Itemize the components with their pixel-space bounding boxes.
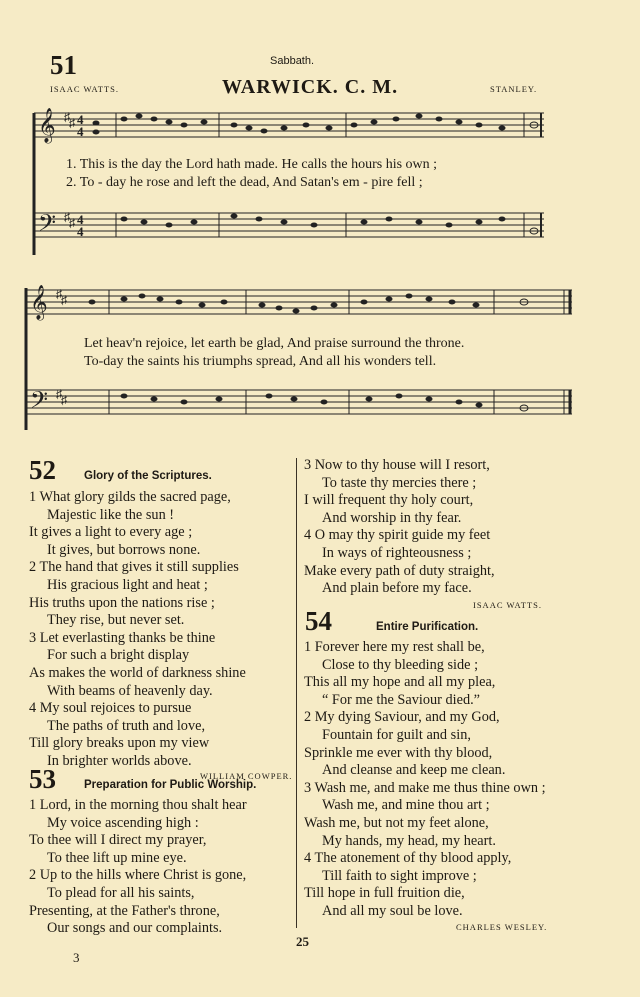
verse-line: They rise, but never set. [47, 612, 185, 629]
verse-line: Our songs and our complaints. [47, 920, 223, 937]
hymn-number-51: 51 [50, 50, 77, 80]
corner-mark: 3 [73, 950, 80, 965]
verse-line: Close to thy bleeding side ; [322, 656, 479, 673]
hymn-54-author: CHARLES WESLEY. [456, 922, 548, 932]
verse-line: 2 My dying Saviour, and my God, [304, 709, 500, 726]
svg-text:𝄞: 𝄞 [38, 109, 56, 142]
svg-text:4: 4 [77, 212, 84, 227]
svg-text:♯: ♯ [69, 216, 75, 230]
hymn-number-53: 53 [29, 764, 56, 794]
lyric-row2-verse1: Let heav'n rejoice, let earth be glad, And praise surround the throne. [84, 336, 465, 351]
verse-line: 3 Now to thy house will I resort, [304, 457, 490, 473]
verse-line: 2 Up to the hills where Christ is gone, [29, 867, 247, 884]
author-credit: ISAAC WATTS. [50, 84, 119, 94]
verse-line: To taste thy mercies there ; [322, 474, 477, 491]
svg-text:𝄞: 𝄞 [30, 286, 48, 319]
hymn-52-verses [29, 489, 246, 771]
verse-line: To plead for all his saints, [47, 884, 195, 901]
hymn-number-52: 52 [29, 455, 56, 485]
lyric-row1-verse1: 1. This is the day the Lord hath made. He calls the hours his own ; [66, 157, 438, 172]
verse-line: It gives a light to every age ; [29, 524, 193, 541]
verse-line: 1 Lord, in the morning thou shalt hear [29, 797, 247, 813]
verse-line: My hands, my head, my heart. [322, 832, 496, 849]
verse-line: And worship in thy fear. [322, 509, 462, 526]
verse-line: In ways of righteousness ; [322, 544, 472, 561]
verse-line: To thee lift up mine eye. [47, 849, 187, 866]
svg-text:♯: ♯ [56, 387, 62, 401]
verse-line: Presenting, at the Father's throne, [29, 902, 220, 919]
verse-line: His gracious light and heat ; [47, 576, 208, 593]
verse-line: As makes the world of darkness shine [29, 664, 246, 681]
verse-line: 2 The hand that gives it still supplies [29, 559, 239, 576]
verse-line: And cleanse and keep me clean. [322, 762, 506, 779]
svg-text:♯: ♯ [64, 110, 70, 124]
hymn-53-continued-verses [304, 457, 495, 598]
hymn-53-title: Preparation for Public Worship. [84, 779, 257, 791]
verse-line: 1 What glory gilds the sacred page, [29, 489, 231, 505]
svg-text:♯: ♯ [61, 293, 67, 307]
svg-text:♯: ♯ [64, 210, 70, 224]
verse-line: My voice ascending high : [47, 814, 199, 831]
verse-line: Till hope in full fruition die, [304, 885, 465, 902]
hymn-53-author: ISAAC WATTS. [473, 600, 542, 610]
verse-line: 3 Let everlasting thanks be thine [29, 629, 216, 646]
verse-line: Till glory breaks upon my view [29, 735, 210, 752]
category-label: Sabbath. [270, 55, 315, 67]
verse-line: And all my soul be love. [322, 902, 463, 919]
svg-text:♯: ♯ [61, 393, 67, 407]
hymn-53-verses [29, 797, 247, 938]
verse-line: Till faith to sight improve ; [322, 867, 477, 884]
tune-title: WARWICK. C. M. [222, 76, 399, 98]
verse-line: The paths of truth and love, [47, 717, 206, 734]
svg-text:𝄢: 𝄢 [38, 211, 57, 242]
verse-line: 3 Wash me, and make me thus thine own ; [304, 779, 546, 796]
hymn-number-54: 54 [305, 606, 332, 636]
hymn-52-title: Glory of the Scriptures. [84, 470, 212, 482]
verse-line: 4 O may thy spirit guide my feet [304, 527, 491, 544]
hymn-52-author: WILLIAM COWPER. [200, 771, 293, 781]
hymn-54-title: Entire Purification. [376, 621, 479, 633]
svg-text:4: 4 [77, 112, 84, 127]
column-divider [296, 458, 297, 928]
verse-line: It gives, but borrows none. [47, 541, 201, 558]
verse-line: 4 My soul rejoices to pursue [29, 700, 192, 717]
lyric-row2-verse2: To-day the saints his triumphs spread, And all his wonders tell. [84, 354, 437, 369]
svg-text:4: 4 [77, 224, 84, 239]
svg-text:♯: ♯ [56, 287, 62, 301]
verse-line: 1 Forever here my rest shall be, [304, 639, 485, 655]
svg-text:𝄢: 𝄢 [30, 388, 49, 419]
verse-line: To thee will I direct my prayer, [29, 832, 207, 849]
verse-line: I will frequent thy holy court, [304, 492, 474, 509]
verse-line: Wash me, and mine thou art ; [322, 797, 490, 814]
verse-line: “ For me the Saviour died.” [322, 691, 481, 708]
verse-line: With beams of heavenly day. [47, 682, 213, 699]
verse-line: Fountain for guilt and sin, [322, 726, 471, 743]
lyric-row1-verse2: 2. To - day he rose and left the dead, And Satan's em - pire fell ; [66, 175, 423, 190]
svg-text:♯: ♯ [69, 116, 75, 130]
verse-line: Sprinkle me ever with thy blood, [304, 744, 493, 761]
svg-text:4: 4 [77, 124, 84, 139]
verse-line: In brighter worlds above. [47, 752, 192, 769]
composer-credit: STANLEY. [490, 84, 538, 94]
verse-line: And plain before my face. [322, 580, 472, 597]
hymn-54-verses [304, 639, 546, 921]
verse-line: Majestic like the sun ! [47, 506, 175, 523]
verse-line: Make every path of duty straight, [304, 562, 495, 579]
page-number: 25 [296, 934, 309, 949]
verse-line: His truths upon the nations rise ; [29, 594, 215, 611]
verse-line: Wash me, but not my feet alone, [304, 814, 489, 831]
verse-line: 4 The atonement of thy blood apply, [304, 850, 512, 867]
verse-line: For such a bright display [47, 647, 190, 664]
verse-line: This all my hope and all my plea, [304, 674, 496, 691]
